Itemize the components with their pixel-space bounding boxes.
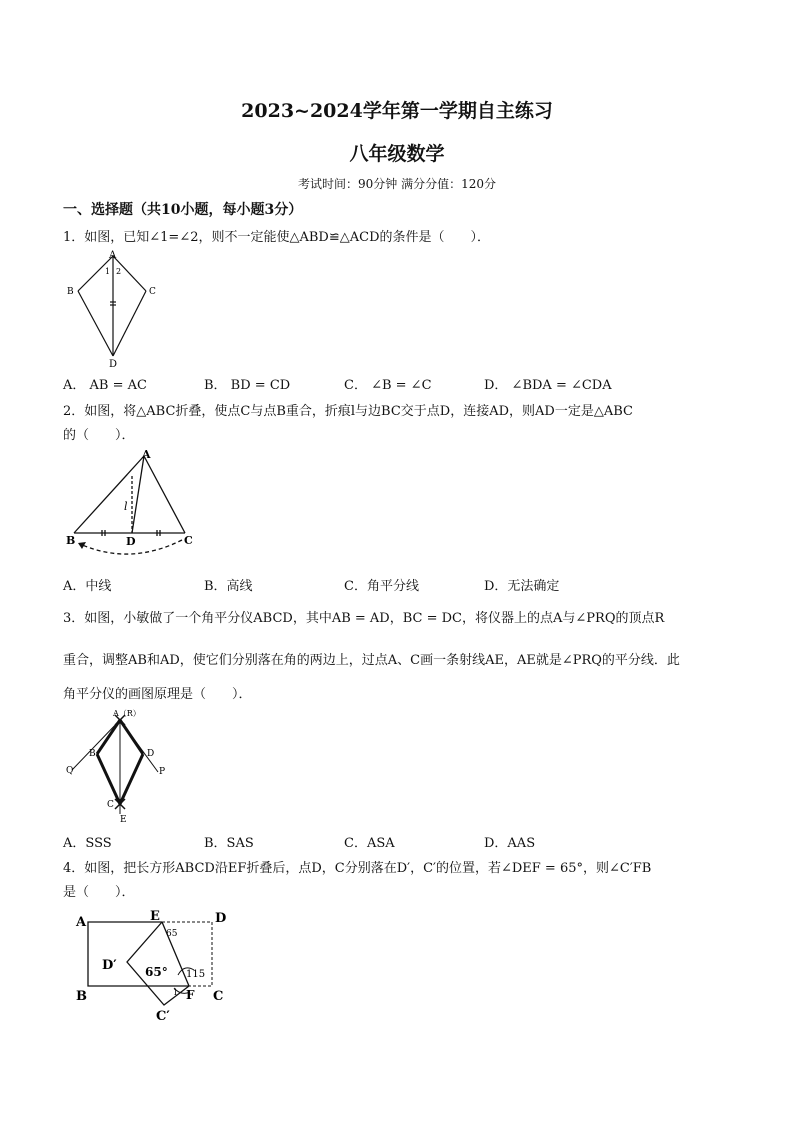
q3-bar-bc	[97, 754, 120, 804]
q3-bar-ab	[97, 720, 120, 754]
q1-option-c[interactable]: C． ∠B = ∠C	[344, 378, 432, 393]
question-3-figure	[60, 706, 180, 824]
q3-bar-ad	[120, 720, 143, 754]
document-title: 2023~2024学年第一学期自主练习	[241, 100, 553, 122]
q3-label-d: D	[147, 749, 155, 759]
question-1-figure	[60, 246, 170, 368]
q3-option-a[interactable]: A．SSS	[63, 836, 112, 851]
q4-label-angle1: 1	[173, 988, 179, 997]
q2-option-a[interactable]: A．中线	[63, 579, 112, 594]
q4-label-d-prime: D′	[102, 958, 117, 973]
q1-label-d: D	[109, 359, 118, 368]
question-4-stem-line2: 是（ ）．	[63, 885, 135, 900]
q2-label-d: D	[126, 535, 136, 548]
q2-option-c[interactable]: C．角平分线	[344, 579, 419, 594]
q3-label-p: P	[159, 767, 166, 777]
q4-label-angle-65: 65°	[145, 965, 168, 979]
q4-label-b: B	[76, 989, 87, 1004]
q4-label-d: D	[215, 911, 227, 926]
q1-segment-cd	[113, 291, 146, 356]
q3-option-b[interactable]: B．SAS	[204, 836, 254, 851]
q3-label-q: Q	[66, 766, 74, 776]
q3-label-ar: A（R）	[113, 709, 141, 718]
q1-label-angle1: 1	[105, 267, 111, 276]
q3-label-e: E	[120, 815, 127, 824]
document-subtitle: 八年级数学	[349, 143, 445, 165]
question-2-stem-line2: 的（ ）．	[63, 428, 135, 443]
q4-label-f: F	[186, 988, 195, 1002]
q1-label-a: A	[109, 250, 117, 261]
q1-option-d[interactable]: D． ∠BDA = ∠CDA	[484, 378, 612, 393]
question-1-stem: 1．如图，已知∠1=∠2，则不一定能使△ABD≌△ACD的条件是（ ）．	[63, 230, 491, 245]
q1-label-b: B	[67, 287, 74, 297]
q2-label-c: C	[184, 534, 193, 547]
q1-option-b[interactable]: B． BD = CD	[204, 378, 291, 393]
q2-option-b[interactable]: B．高线	[204, 579, 253, 594]
q4-label-c: C	[213, 989, 224, 1004]
question-4-stem-line1: 4．如图，把长方形ABCD沿EF折叠后，点D，C分别落在D′，C′的位置，若∠DEF = 65°，则∠C′FB	[63, 861, 652, 876]
q4-mark-115: 115	[186, 969, 206, 980]
q3-bar-dc	[120, 754, 143, 804]
q3-ray-rq	[72, 720, 120, 770]
exam-info: 考试时间：90分钟 满分分值：120分	[298, 177, 496, 191]
q2-label-l: l	[124, 500, 128, 513]
q2-option-d[interactable]: D．无法确定	[484, 579, 560, 594]
q3-label-b: B	[89, 749, 96, 759]
question-2-stem-line1: 2．如图，将△ABC折叠，使点C与点B重合，折痕l与边BC交于点D，连接AD，则AD一定是△ABC	[63, 404, 633, 419]
q1-option-a[interactable]: A． AB = AC	[63, 378, 147, 393]
section-heading: 一、选择题（共10小题，每小题3分）	[63, 202, 303, 218]
q1-segment-bd	[78, 291, 113, 356]
q3-option-d[interactable]: D．AAS	[484, 836, 536, 851]
question-4-figure	[66, 904, 236, 1024]
q1-label-angle2: 2	[116, 267, 122, 276]
question-3-stem-line2: 重合，调整AB和AD，使它们分别落在角的两边上，过点A、C画一条射线AE，AE就是∠PRQ的平分线．此	[63, 653, 680, 668]
q3-label-c: C	[107, 800, 114, 810]
question-3-stem-line3: 角平分仪的画图原理是（ ）．	[63, 687, 252, 702]
question-2-figure	[62, 446, 202, 566]
q2-label-a: A	[142, 448, 151, 461]
q4-label-a: A	[76, 915, 87, 930]
q4-label-e: E	[150, 909, 160, 924]
q2-segment-ac	[144, 456, 185, 533]
q4-label-c-prime: C′	[156, 1009, 170, 1024]
q2-label-b: B	[66, 534, 76, 547]
q4-mark-65: 65	[166, 929, 178, 939]
q3-option-c[interactable]: C．ASA	[344, 836, 395, 851]
q1-label-c: C	[149, 287, 156, 297]
question-3-stem-line1: 3．如图，小敏做了一个角平分仪ABCD，其中AB = AD，BC = DC，将仪器上的点A与∠PRQ的顶点R	[63, 611, 665, 626]
